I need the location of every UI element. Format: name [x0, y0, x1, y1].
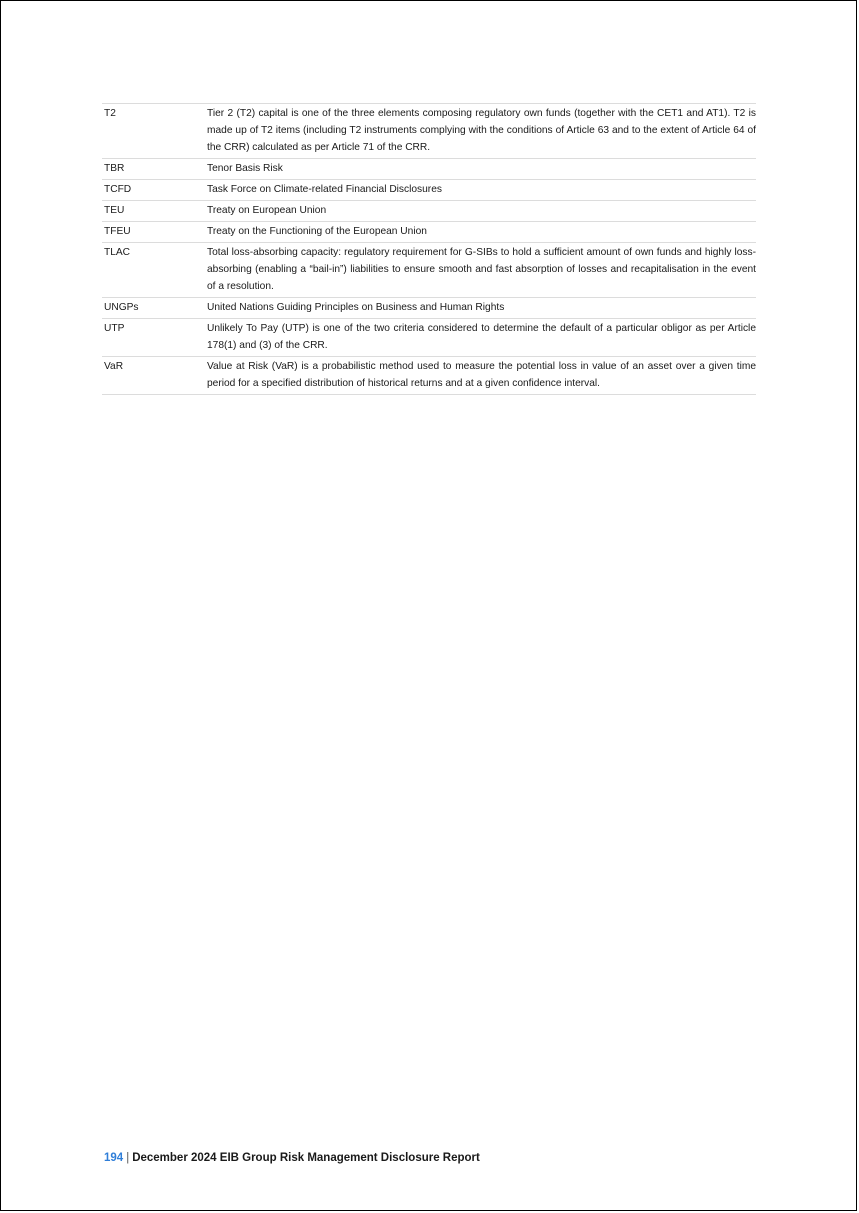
glossary-definition: Unlikely To Pay (UTP) is one of the two criteria considered to determine the default of a particular obligor as per Article 178(1) and (3) of the CRR. — [207, 319, 756, 357]
glossary-definition: Value at Risk (VaR) is a probabilistic method used to measure the potential loss in value of an asset over a given time period for a specified distribution of historical returns and at a given confidence interval. — [207, 357, 756, 395]
glossary-term: UNGPs — [102, 298, 207, 319]
footer-separator: | — [126, 1152, 130, 1164]
glossary-definition: Task Force on Climate-related Financial Disclosures — [207, 180, 756, 201]
glossary-term: UTP — [102, 319, 207, 357]
glossary-term: TBR — [102, 159, 207, 180]
glossary-row — [102, 357, 756, 395]
glossary-row — [102, 201, 756, 222]
page-number: 194 — [104, 1152, 124, 1164]
glossary-term: VaR — [102, 357, 207, 395]
glossary-definition: Total loss-absorbing capacity: regulatory requirement for G-SIBs to hold a sufficient amount of own funds and highly loss-absorbing (enabling a “bail-in”) liabilities to ensure smooth and fast absorption of losses and recapitalisation in the event of a resolution. — [207, 243, 756, 298]
glossary-row — [102, 319, 756, 357]
glossary-row — [102, 222, 756, 243]
glossary-term: TEU — [102, 201, 207, 222]
glossary-row — [102, 298, 756, 319]
glossary-table — [102, 103, 756, 395]
glossary-row — [102, 104, 756, 159]
glossary-row — [102, 159, 756, 180]
glossary-definition: Tier 2 (T2) capital is one of the three elements composing regulatory own funds (together with the CET1 and AT1). T2 is made up of T2 items (including T2 instruments complying with the conditions of Article 63 and to the extent of Article 64 of the CRR) calculated as per Article 71 of the CRR. — [207, 104, 756, 159]
glossary-term: TFEU — [102, 222, 207, 243]
glossary-term: T2 — [102, 104, 207, 159]
glossary-row — [102, 243, 756, 298]
glossary-definition: Treaty on European Union — [207, 201, 756, 222]
glossary-definition: Treaty on the Functioning of the European Union — [207, 222, 756, 243]
glossary-definition: Tenor Basis Risk — [207, 159, 756, 180]
glossary-term: TCFD — [102, 180, 207, 201]
glossary-body — [102, 104, 756, 395]
report-title: December 2024 EIB Group Risk Management Disclosure Report — [132, 1152, 480, 1164]
glossary-term: TLAC — [102, 243, 207, 298]
glossary-row — [102, 180, 756, 201]
page-footer — [104, 1152, 480, 1164]
glossary-definition: United Nations Guiding Principles on Business and Human Rights — [207, 298, 756, 319]
